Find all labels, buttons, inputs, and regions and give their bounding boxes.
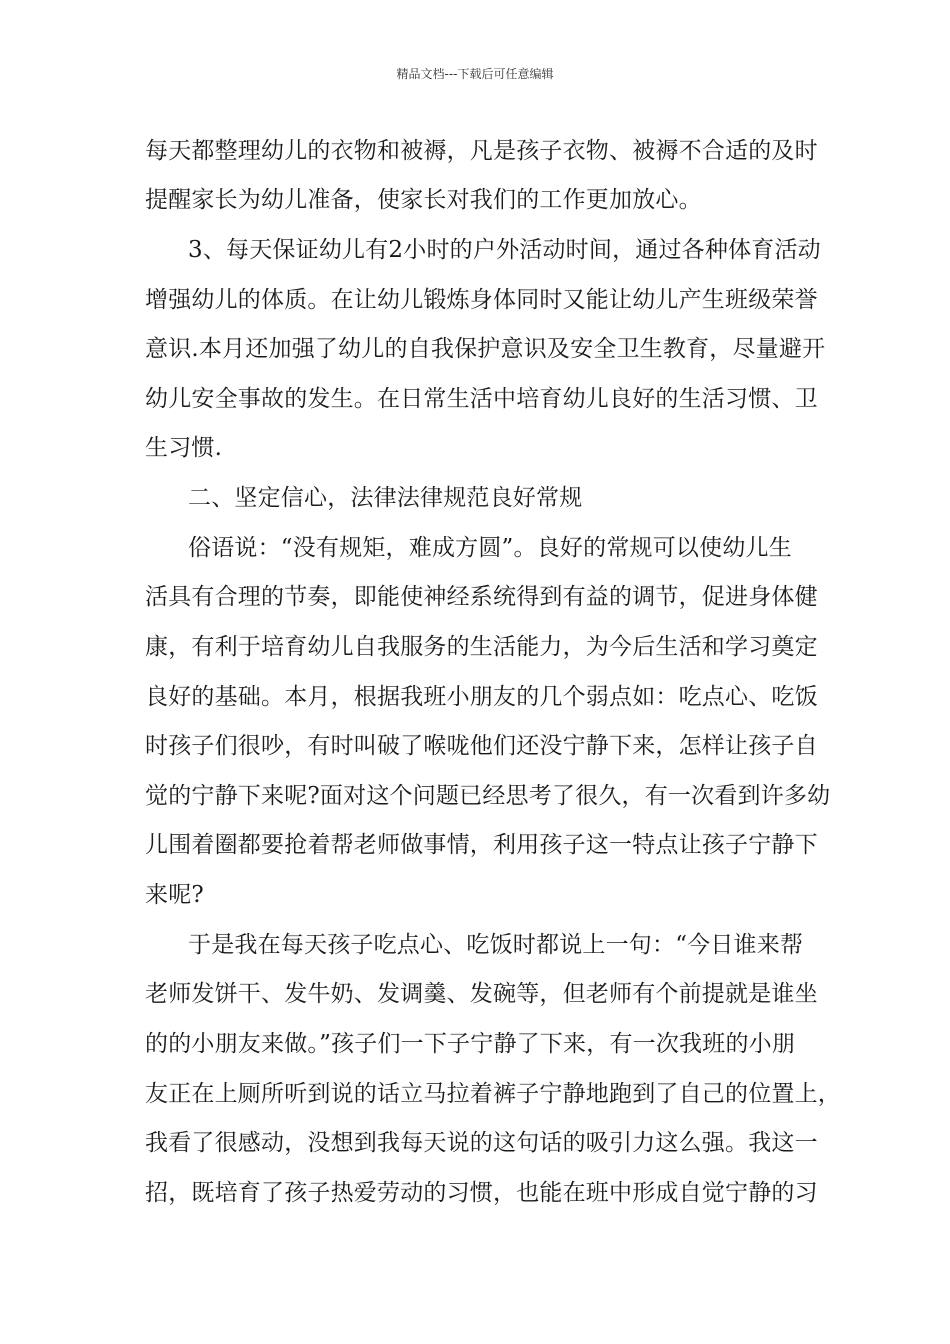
text-line-19: 的的小朋友来做。”孩子们一下子宁静了下来，有一次我班的小朋 xyxy=(145,1031,796,1057)
text-line-7: 生习惯. xyxy=(145,435,223,461)
paragraph-snack-start: 于是我在每天孩子吃点心、吃饭时都说上一句：“今日谁来帮 xyxy=(188,932,804,958)
text-line-21: 我看了很感动，没想到我每天说的这句话的吸引力这么强。我这一 xyxy=(145,1130,818,1156)
text-line-1: 每天都整理幼儿的衣物和被褥，凡是孩子衣物、被褥不合适的及时 xyxy=(145,138,818,164)
text-line-15: 儿围着圈都要抢着帮老师做事情，利用孩子这一特点让孩子宁静下 xyxy=(145,832,818,858)
text-line-6: 幼儿安全事故的发生。在日常生活中培育幼儿良好的生活习惯、卫 xyxy=(145,386,818,412)
page-header: 精品文档---下载后可任意编辑 xyxy=(396,67,554,81)
text-line-14: 觉的宁静下来呢?面对这个问题已经思考了很久，有一次看到许多幼 xyxy=(145,783,831,809)
text-line-22: 招，既培育了孩子热爱劳动的习惯，也能在班中形成自觉宁静的习 xyxy=(145,1180,818,1206)
paragraph-3-start: 3、每天保证幼儿有2小时的户外活动时间，通过各种体育活动 xyxy=(188,237,821,263)
text-line-13: 时孩子们很吵，有时叫破了喉咙他们还没宁静下来，怎样让孩子自 xyxy=(145,733,818,759)
text-line-16: 来呢? xyxy=(145,882,204,908)
paragraph-proverb-start: 俗语说：“没有规矩，难成方圆”。良好的常规可以使幼儿生 xyxy=(188,535,792,561)
text-line-4: 增强幼儿的体质。在让幼儿锻炼身体同时又能让幼儿产生班级荣誉 xyxy=(145,287,818,313)
text-line-2: 提醒家长为幼儿准备，使家长对我们的工作更加放心。 xyxy=(145,187,702,213)
text-line-11: 康，有利于培育幼儿自我服务的生活能力，为今后生活和学习奠定 xyxy=(145,634,818,660)
text-line-10: 活具有合理的节奏，即能使神经系统得到有益的调节，促进身体健 xyxy=(145,584,818,610)
text-line-5: 意识.本月还加强了幼儿的自我保护意识及安全卫生教育，尽量避开 xyxy=(145,336,826,362)
text-line-12: 良好的基础。本月，根据我班小朋友的几个弱点如：吃点心、吃饭 xyxy=(145,684,818,710)
text-line-18: 老师发饼干、发牛奶、发调羹、发碗等，但老师有个前提就是谁坐 xyxy=(145,981,818,1007)
text-line-20: 友正在上厕所听到说的话立马拉着裤子宁静地跑到了自己的位置上， xyxy=(145,1081,841,1107)
section-heading-2: 二、坚定信心，法律法律规范良好常规 xyxy=(188,485,583,511)
